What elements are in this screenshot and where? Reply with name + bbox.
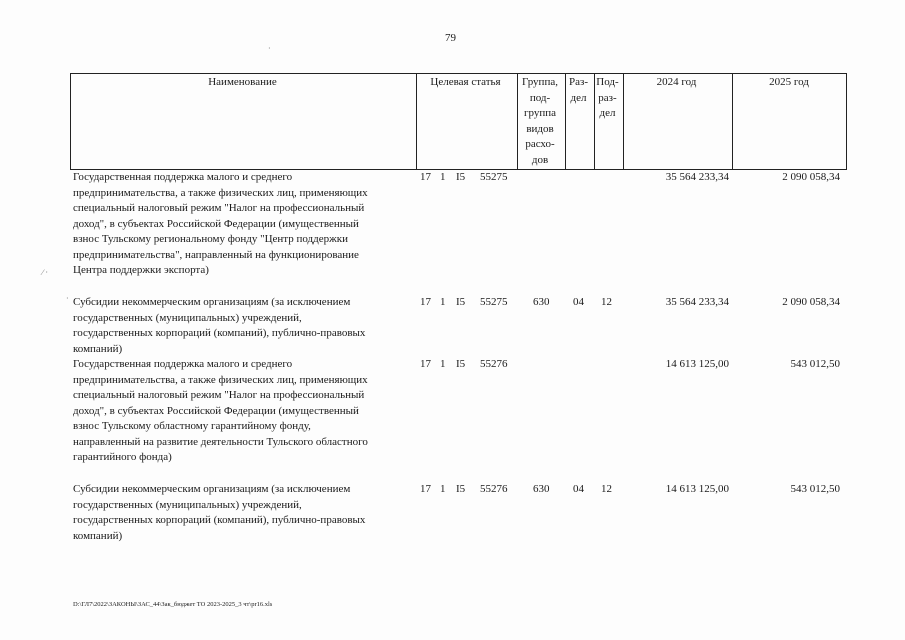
header-2025: 2025 год [769,76,809,88]
section: 04 [573,296,584,308]
target-direction: 55276 [480,483,508,495]
amount-2024: 35 564 233,34 [665,296,729,308]
target-subprogram: 1 [440,296,446,308]
target-subprogram: 1 [440,483,446,495]
target-subprogram: 1 [440,358,446,370]
row-name: Государственная поддержка малого и среднего предпринимательства, а также физических лиц, применяющих специальный налоговый режим "Налог на профессиональный доход", в субъектах Российской Федерации (имущественный взнос Тульскому областному гарантийному фонду, направленный на развитие деятельности Тульского областного гарантийного фонда) [73,358,368,463]
expense-group: 630 [533,483,550,495]
target-subprogram: 1 [440,171,446,183]
header-section: Раз- дел [568,76,588,104]
amount-2024: 14 613 125,00 [665,483,729,495]
header-2024: 2024 год [656,76,697,88]
target-program: 17 [420,296,431,308]
header-subsection: Под- раз- дел [596,76,619,119]
target-project: I5 [456,296,466,308]
target-project: I5 [456,483,466,495]
row-name: Государственная поддержка малого и среднего предпринимательства, а также физических лиц, применяющих специальный налоговый режим "Налог на профессиональный доход", в субъектах Российской Федерации (имущественный взнос Тульскому региональному фонду "Центр поддержки предпринимательства", направленный на функционирование Центра поддержки экспорта) [73,171,368,276]
amount-2025: 2 090 058,34 [782,171,840,183]
header-name: Наименование [208,76,277,88]
header-expense-group: Группа, под- группа видов расхо- дов [522,76,558,166]
target-program: 17 [420,358,431,370]
scan-speck: · [66,294,69,303]
expense-group: 630 [533,296,550,308]
amount-2024: 35 564 233,34 [665,171,729,183]
page-number: 79 [445,32,456,44]
target-direction: 55275 [480,296,508,308]
header-target-article: Целевая статья [430,76,501,88]
target-program: 17 [420,483,431,495]
amount-2025: 543 012,50 [790,483,840,495]
target-direction: 55276 [480,358,508,370]
row-name: Субсидии некоммерческим организациям (за исключением государственных (муниципальных) учреждений, государственных корпораций (компаний), публично-правовых компаний) [73,296,366,355]
row-name: Субсидии некоммерческим организациям (за исключением государственных (муниципальных) учреждений, государственных корпораций (компаний), публично-правовых компаний) [73,483,366,542]
target-direction: 55275 [480,171,508,183]
target-program: 17 [420,171,431,183]
amount-2025: 2 090 058,34 [782,296,840,308]
subsection: 12 [601,483,612,495]
target-project: I5 [456,358,466,370]
file-path-footer: D:\ГЛ7\2022\ЗАКОНЫ\ЗАС_44\Зак_бюджет ТО 2023-2025_3 чт\рr16.xls [73,601,273,608]
target-project: I5 [456,171,466,183]
scan-speck: ⁄ · [42,268,48,277]
scan-speck: · [268,44,271,53]
subsection: 12 [601,296,612,308]
amount-2025: 543 012,50 [790,358,840,370]
section: 04 [573,483,584,495]
amount-2024: 14 613 125,00 [665,358,729,370]
